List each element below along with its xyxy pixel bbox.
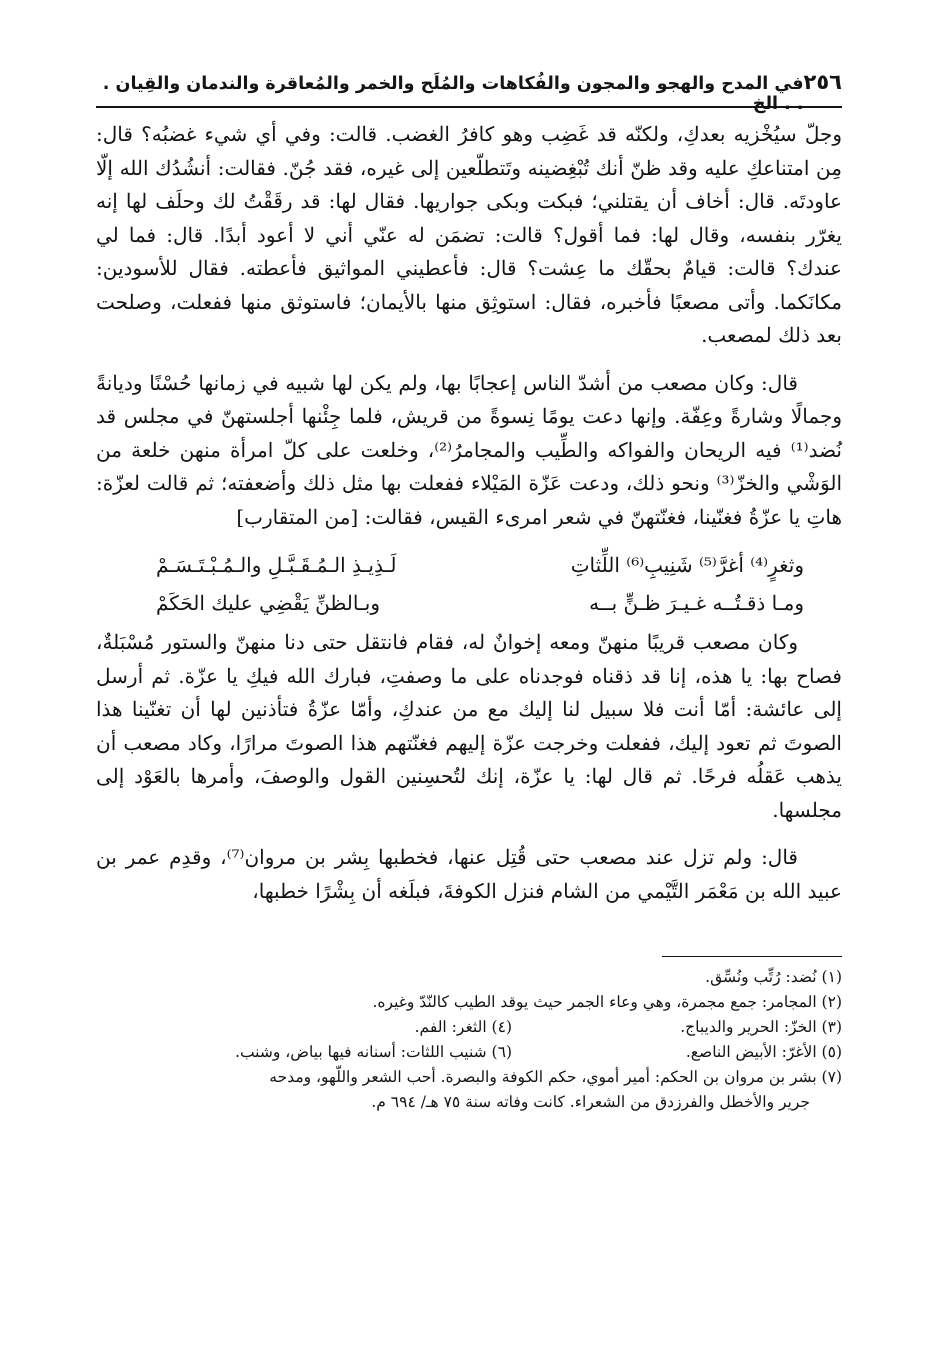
page-number: ٢٥٦ xyxy=(803,70,842,94)
body-paragraph-2: قال: وكان مصعب من أشدّ الناس إعجابًا بها، ولم يكن لها شبيه في زمانها حُسْنًا وديانةً وجمالًا وشارةً وعِفّة. وإنها دعت يومًا نِسوةً من قريش، فلما جِئْنها أجلستهنّ في مجلس قد نُضد⁽¹⁾ فيه الريحان والفواكه والطِّيب والمجامرُ⁽²⁾، وخلعت على كلّ امرأة منهن خلعة من الوَشْي والخزّ⁽³⁾ ونحو ذلك، ودعت عَزّة المَيْلاء ففعلت بها مثل ذلك وأضعفته؛ ثم قالت لعزّة: هاتِ يا عزّةُ فغنّينا، فغنّتهنّ في شعر امرىء القيس، فقالت: [من المتقارب] xyxy=(96,370,843,529)
footnote-row-3-4 xyxy=(96,1015,842,1040)
body-paragraph-4: قال: ولم تزل عند مصعب حتى قُتِل عنها، فخطبها بِشر بن مروان⁽⁷⁾، وقدِم عمر بن عبيد الله بن مَعْمَر التَّيْمي من الشام فنزل الكوفةَ، فبلَغه أن بِشْرًا خطبها، xyxy=(96,845,842,903)
verse-line-1-second-hemistich: لَـذِيـذِ الـمُـقَـبَّـلِ والـمُـبْـتَـسَـمْ xyxy=(156,553,397,577)
running-header xyxy=(96,70,842,114)
running-title: في المدح والهجو والمجون والفُكاهات والمُلَح والخمر والمُعاقرة والندمان والقِيان . . . الخ xyxy=(102,74,804,114)
verse-line-1 xyxy=(96,546,842,584)
body-paragraph-1: وجلّ سيُخْزيه بعدكِ، ولكنّه قد غَضِب وهو كافرُ الغضب. قالت: وفي أي شيء غضبُه؟ قال: مِن امتناعكِ عليه وقد ظنّ أنك تُبْغِضينه وتَتطلّعين إلى غيره، فقد جُنّ. فقالت: أنشُدُك الله إلّا عاودتَه. قال: أخاف أن يقتلني؛ فبكت وبكى جواريها. فقال لها: قد رقَقْتُ لك وحلَف لها إنه يغرّر بنفسه، وقال لها: فما أقول؟ قالت: تضمَن له عنّي أني لا أعود أبدًا. قال: فما لي عندك؟ قالت: قيامٌ بحقّك ما عِشت؟ قال: فأعطيني المواثيق فأعطته. فقال للأسودين: مكانَكما. وأتى مصعبًا فأخبره، فقال: استوثِق منها بالأيمان؛ فاستوثق منها ففعلت، وصلحت بعد ذلك لمصعب. xyxy=(96,122,843,347)
footnote-4: (٤) الثغر: الفم. xyxy=(414,1018,512,1036)
footnote-rule xyxy=(662,956,842,957)
footnote-row-5-6 xyxy=(96,1040,842,1065)
page xyxy=(96,70,842,1115)
verse-line-2 xyxy=(96,584,842,622)
footnote-7-continued: جرير والأخطل والفرزدق من الشعراء. كانت وفاته سنة ٧٥ هـ/ ٦٩٤ م. xyxy=(371,1093,810,1111)
footnote-7: (٧) بشر بن مروان بن الحكم: أمير أموي، حكم الكوفة والبصرة. أحب الشعر واللّهو، ومدحه xyxy=(269,1068,842,1086)
footnote-3: (٣) الخزّ: الحرير والديباج. xyxy=(680,1018,842,1036)
verse-line-2-second-hemistich: وبـالظنِّ يَقْضِي عليك الحَكَمْ xyxy=(156,591,381,615)
footnote-1: (١) نُضد: رُتِّب ونُسِّق. xyxy=(705,968,842,986)
poem-verse xyxy=(96,546,842,622)
footnote-2: (٢) المجامر: جمع مجمرة، وهي وعاء الجمر حيث يوقد الطيب كالنّدّ وغيره. xyxy=(372,993,842,1011)
body-paragraph-3: وكان مصعب قريبًا منهنّ ومعه إخوانٌ له، فقام فانتقل حتى دنا منهنّ والستور مُسْبَلةٌ، فصاح بها: يا هذه، إنا قد ذقناه فوجدناه على ما وصفتِ، فبارك الله فيكِ يا عزّة. ثم أرسل إلى عائشة: أمّا أنت فلا سبيل لنا إليك مع من عندكِ، وأمّا عزّةُ فتأذنين لها أن تغنّينا هذا الصوتَ ثم تعود إليك، ففعلت وخرجت عزّة إليهم فغنّتهم هذا الصوتَ مرارًا، وكاد مصعب أن يذهب عَقلُه فرحًا. ثم قال لها: يا عزّة، إنك لتُحسِنين القول والوصفَ، وأمرها بالعَوْد إلى مجلسها. xyxy=(96,630,842,822)
verse-line-2-first-hemistich: ومـا ذقـتُــه غـيـرَ ظـنٍّ بــه xyxy=(589,591,804,615)
footnote-5: (٥) الأغرّ: الأبيض الناصع. xyxy=(685,1043,842,1061)
verse-line-1-first-hemistich: وثغرٍ⁽⁴⁾ أغرَّ⁽⁵⁾ شَنِيبِ⁽⁶⁾ اللِّثاتِ xyxy=(570,553,804,577)
footnote-6: (٦) شنيب اللثات: أسنانه فيها بياض، وشنب. xyxy=(235,1043,512,1061)
